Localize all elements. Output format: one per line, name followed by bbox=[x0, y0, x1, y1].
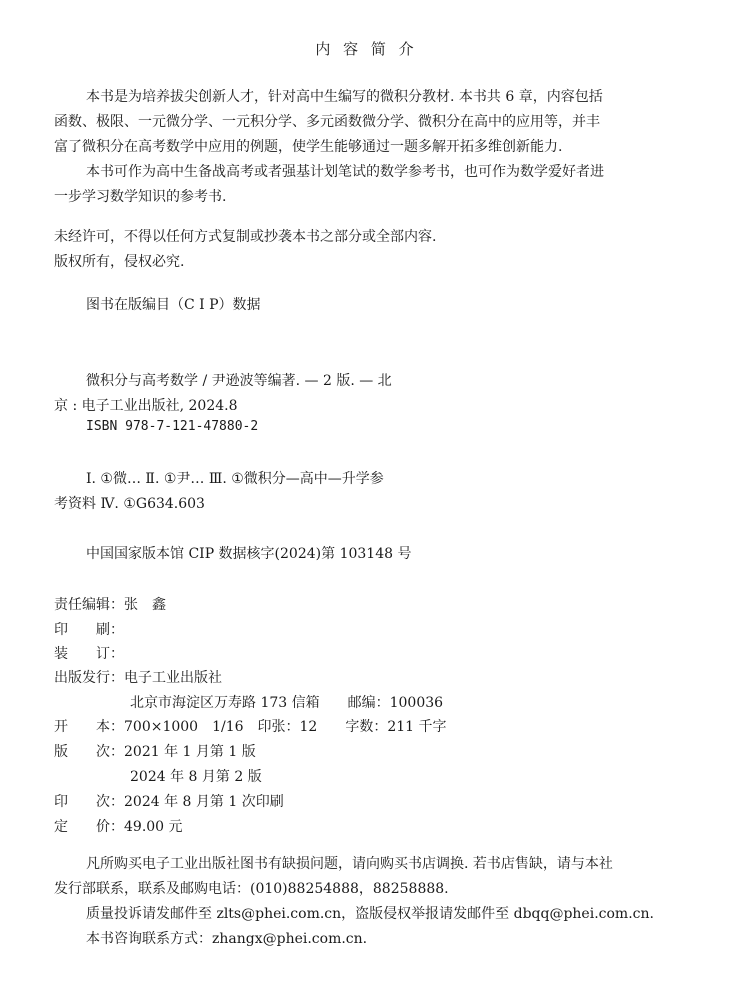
edition-row bbox=[54, 741, 256, 761]
format-label: 开 本： bbox=[54, 719, 124, 735]
intro-p2-line2: 一步学习数学知识的参考书. bbox=[54, 189, 227, 205]
printing-row bbox=[54, 791, 284, 811]
cip-core-number: 中国国家版本馆 CIP 数据核字(2024)第 103148 号 bbox=[86, 546, 412, 562]
publisher-address: 北京市海淀区万寿路 173 信箱 邮编：100036 bbox=[130, 695, 444, 711]
intro-p1-line2: 函数、极限、一元微分学、一元积分学、多元函数微分学、微积分在高中的应用等，并丰 bbox=[54, 114, 600, 130]
price-value: 49.00 元 bbox=[124, 819, 183, 835]
notice-line2: 发行部联系，联系及邮购电话：(010)88254888，88258888. bbox=[54, 881, 449, 897]
copyright-line2: 版权所有，侵权必究. bbox=[54, 254, 185, 270]
publisher-row bbox=[54, 667, 222, 687]
cip-heading: 图书在版编目（C I P）数据 bbox=[86, 297, 261, 313]
intro-p1-line3: 富了微积分在高考数学中应用的例题，使学生能够通过一题多解开拓多维创新能力. bbox=[54, 139, 563, 155]
print-label: 印 刷： bbox=[54, 622, 124, 638]
bind-label: 装 订： bbox=[54, 646, 124, 662]
bind-row bbox=[54, 643, 124, 663]
intro-p1-line1: 本书是为培养拔尖创新人才，针对高中生编写的微积分教材. 本书共 6 章，内容包括 bbox=[86, 89, 603, 105]
price-label: 定 价： bbox=[54, 819, 124, 835]
format-value: 700×1000 1/16 印张：12 字数：211 千字 bbox=[124, 719, 447, 735]
printing-label: 印 次： bbox=[54, 794, 124, 810]
notice-line1: 凡所购买电子工业出版社图书有缺损问题，请向购买书店调换. 若书店售缺，请与本社 bbox=[86, 856, 613, 872]
printing-value: 2024 年 8 月第 1 次印刷 bbox=[124, 794, 284, 810]
cip-class-line1: Ⅰ. ①微… Ⅱ. ①尹… Ⅲ. ①微积分—高中—升学参 bbox=[86, 471, 384, 487]
intro-heading: 内 容 简 介 bbox=[315, 40, 418, 58]
print-row bbox=[54, 619, 124, 639]
cip-isbn: ISBN 978-7-121-47880-2 bbox=[86, 419, 259, 434]
format-row bbox=[54, 716, 447, 736]
editor-row bbox=[54, 594, 166, 614]
copyright-line1: 未经许可，不得以任何方式复制或抄袭本书之部分或全部内容. bbox=[54, 229, 437, 245]
notice-line3: 质量投诉请发邮件至 zlts@phei.com.cn，盗版侵权举报请发邮件至 dbqq@phei.com.cn. bbox=[86, 906, 654, 922]
intro-p2-line1: 本书可作为高中生备战高考或者强基计划笔试的数学参考书，也可作为数学爱好者进 bbox=[86, 164, 604, 180]
notice-line4: 本书咨询联系方式：zhangx@phei.com.cn. bbox=[86, 931, 368, 947]
cip-class-line2: 考资料 Ⅳ. ①G634.603 bbox=[54, 496, 205, 512]
edition-label: 版 次： bbox=[54, 744, 124, 760]
editor-label: 责任编辑： bbox=[54, 597, 124, 613]
publisher-label: 出版发行： bbox=[54, 670, 124, 686]
edition-value-2: 2024 年 8 月第 2 版 bbox=[130, 769, 262, 785]
publisher-value: 电子工业出版社 bbox=[124, 670, 222, 686]
price-row bbox=[54, 816, 183, 836]
edition-value-1: 2021 年 1 月第 1 版 bbox=[124, 744, 256, 760]
cip-title-line1: 微积分与高考数学 / 尹逊波等编著. — 2 版. — 北 bbox=[86, 373, 392, 389]
cip-title-line2: 京 : 电子工业出版社, 2024.8 bbox=[54, 398, 238, 414]
editor-value: 张 鑫 bbox=[124, 597, 166, 613]
